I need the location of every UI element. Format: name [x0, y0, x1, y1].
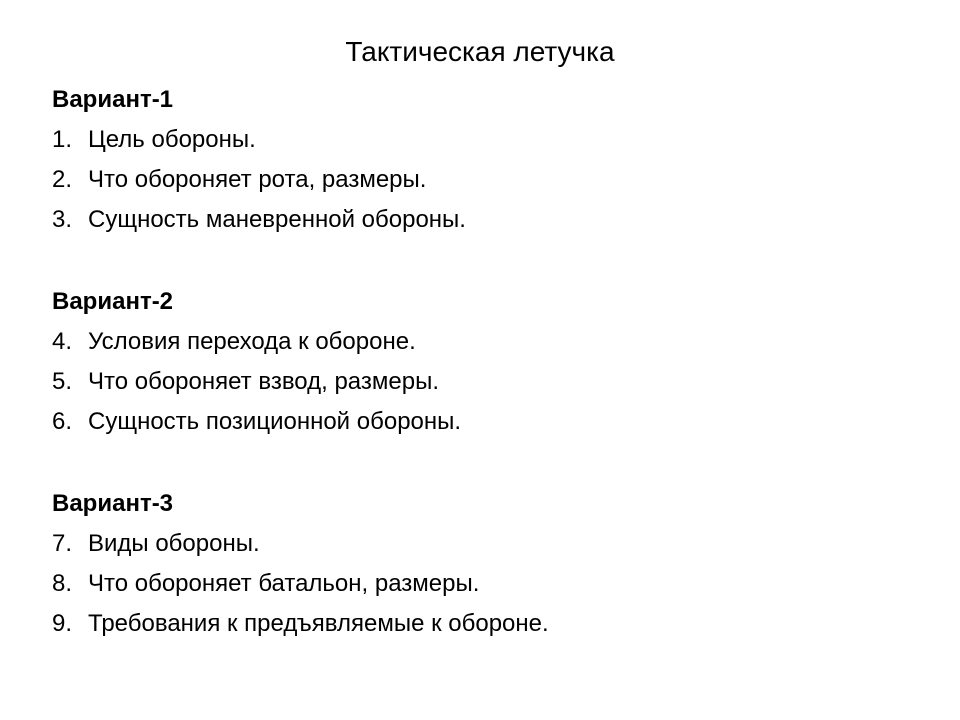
variant-2-section: [52, 282, 912, 442]
list-item: [52, 160, 912, 200]
item-text: Сущность позиционной обороны.: [88, 408, 462, 435]
item-number: 3.: [52, 206, 73, 233]
item-number: 8.: [52, 570, 73, 597]
variant-3-section: [52, 484, 912, 644]
item-text: Что обороняет рота, размеры.: [88, 166, 427, 193]
list-item: [52, 322, 912, 362]
item-number: 7.: [52, 530, 73, 557]
list-item: [52, 564, 912, 604]
item-number: 6.: [52, 408, 73, 435]
item-number: 2.: [52, 166, 73, 193]
slide-title: Тактическая летучка: [345, 36, 615, 67]
list-item: [52, 402, 912, 442]
list-item: [52, 362, 912, 402]
list-item: [52, 120, 912, 160]
variant-heading: Вариант-3: [52, 490, 174, 517]
list-item: [52, 524, 912, 564]
item-text: Требования к предъявляемые к обороне.: [88, 610, 549, 637]
variant-heading: Вариант-1: [52, 86, 174, 113]
item-text: Цель обороны.: [88, 126, 256, 153]
item-text: Что обороняет взвод, размеры.: [88, 368, 439, 395]
item-text: Что обороняет батальон, размеры.: [88, 570, 480, 597]
item-text: Условия перехода к обороне.: [88, 328, 416, 355]
list-item: [52, 604, 912, 644]
slide-content: [52, 80, 912, 644]
item-text: Сущность маневренной обороны.: [88, 206, 466, 233]
variant-1-section: [52, 80, 912, 240]
item-number: 9.: [52, 610, 73, 637]
variant-heading: Вариант-2: [52, 288, 174, 315]
item-number: 1.: [52, 126, 73, 153]
item-number: 5.: [52, 368, 73, 395]
item-number: 4.: [52, 328, 73, 355]
item-text: Виды обороны.: [88, 530, 260, 557]
list-item: [52, 200, 912, 240]
